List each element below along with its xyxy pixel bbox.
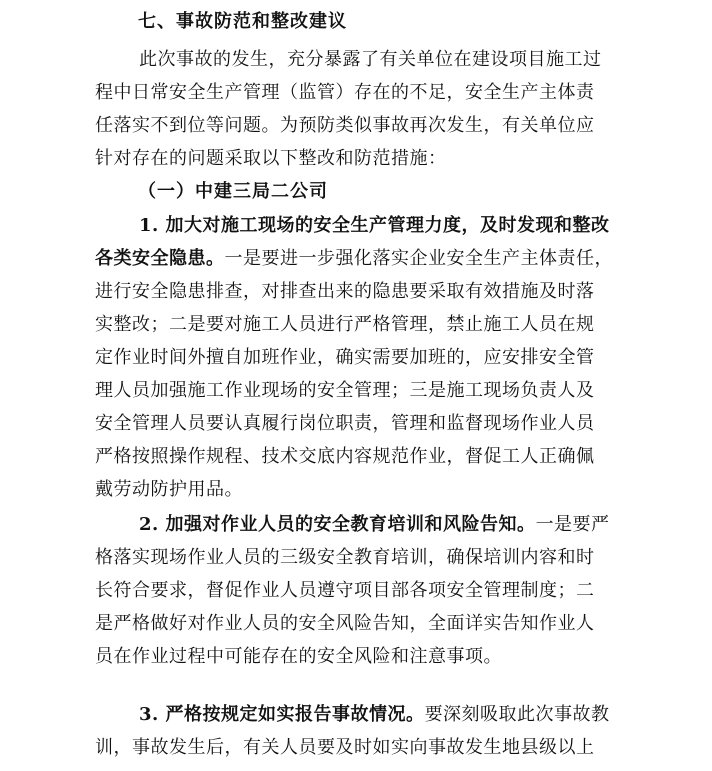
item1-title-line2: 各类安全隐患。 [95,248,225,269]
item1-line8: 严格按照操作规程、技术交底内容规范作业，督促工人正确佩 [95,446,595,467]
item3-title: 3. 严格按规定如实报告事故情况。 [139,704,425,725]
item1-line3: 进行安全隐患排查，对排查出来的隐患要采取有效措施及时落 [95,281,595,302]
intro-line-1: 此次事故的发生，充分暴露了有关单位在建设项目施工过 [139,49,602,70]
intro-line-3: 任落实不到位等问题。为预防类似事故再次发生，有关单位应 [95,115,595,136]
item3-line1 [139,698,709,732]
intro-line-4: 针对存在的问题采取以下整改和防范措施： [95,148,447,169]
item3-line2: 训，事故发生后，有关人员要及时如实向事故发生地县级以上 [95,737,595,758]
item1-line4: 实整改；二是要对施工人员进行严格管理，禁止施工人员在规 [95,314,595,335]
item1-line9: 戴劳动防护用品。 [95,479,243,500]
item2-title: 2. 加强对作业人员的安全教育培训和风险告知。 [139,514,536,535]
item1-line2 [95,242,705,276]
item1-line6: 理人员加强施工作业现场的安全管理；三是施工现场负责人及 [95,380,595,401]
item2-line1-rest: 一是要严 [535,514,610,535]
section-heading: 七、事故防范和整改建议 [138,11,347,32]
item1-line2-rest: 一是要进一步强化落实企业安全生产主体责任， [224,248,613,269]
subsection-heading: （一）中建三局二公司 [138,181,328,202]
item2-line3: 长符合要求，督促作业人员遵守项目部各项安全管理制度；二 [95,580,595,601]
item1-line5: 定作业时间外擅自加班作业，确实需要加班的，应安排安全管 [95,347,595,368]
item2-line2: 格落实现场作业人员的三级安全教育培训，确保培训内容和时 [95,547,595,568]
item2-line4: 是严格做好对作业人员的安全风险告知，全面详实告知作业人 [95,613,595,634]
item2-line5: 员在作业过程中可能存在的安全风险和注意事项。 [95,646,502,667]
item1-line7: 安全管理人员要认真履行岗位职责，管理和监督现场作业人员 [95,413,595,434]
intro-line-2: 程中日常安全生产管理（监管）存在的不足，安全生产主体责 [95,82,595,103]
item2-line1 [139,508,709,542]
item3-line1-rest: 要深刻吸取此次事故教 [424,704,610,725]
item1-title-line1: 1. 加大对施工现场的安全生产管理力度，及时发现和整改 [139,215,610,236]
